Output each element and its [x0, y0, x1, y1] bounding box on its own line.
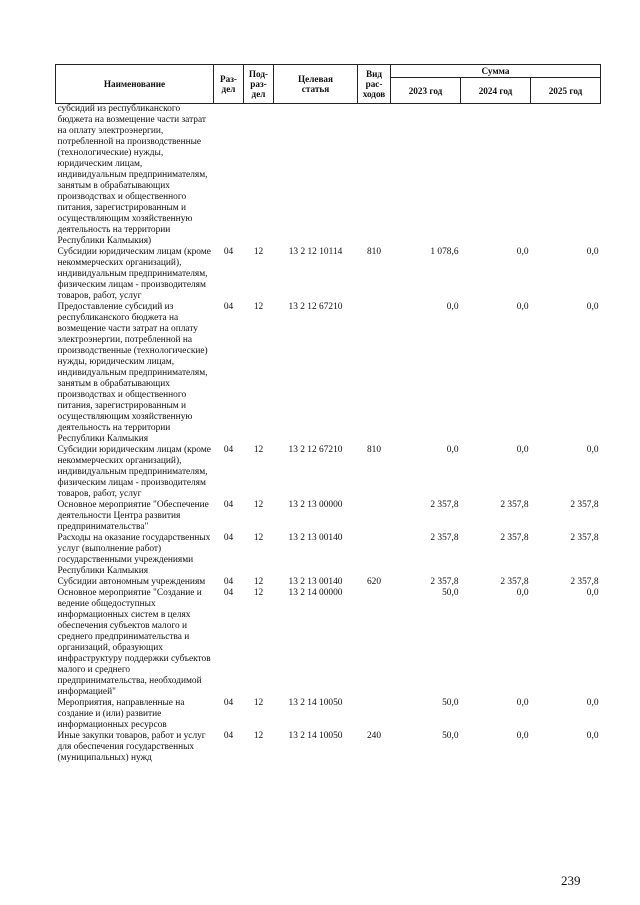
- row-celevaya: [274, 104, 358, 248]
- row-2024: 2 357,8: [500, 533, 529, 543]
- row-2025: 0,0: [586, 731, 599, 741]
- table-row: [56, 588, 601, 698]
- row-name: Мероприятия, направленные на создание и (или) развитие информационных ресурсов: [57, 698, 185, 730]
- row-podrazdel: [244, 104, 274, 248]
- row-razdel: 04: [223, 577, 234, 587]
- row-2024: 0,0: [516, 588, 529, 598]
- row-2023: 2 357,8: [430, 533, 459, 543]
- table-body: [56, 104, 601, 765]
- row-razdel: 04: [223, 731, 234, 741]
- page-number: 239: [561, 873, 581, 888]
- table-row: [56, 698, 601, 731]
- row-vid: 240: [366, 731, 382, 741]
- row-celevaya: 13 2 14 00000: [288, 588, 343, 598]
- row-razdel: 04: [223, 588, 234, 598]
- row-celevaya: 13 2 13 00140: [288, 533, 343, 543]
- header-summa: Сумма: [391, 65, 601, 78]
- header-podrazdel: Под- раз- дел: [244, 65, 274, 104]
- header-razdel: Раз- дел: [214, 65, 244, 104]
- row-razdel: 04: [223, 302, 234, 312]
- header-name: Наименование: [56, 65, 214, 104]
- row-2023: 0,0: [446, 445, 459, 455]
- budget-table: [55, 64, 601, 764]
- row-2024: [461, 104, 531, 248]
- table-row: [56, 104, 601, 248]
- header-2025: 2025 год: [531, 78, 601, 104]
- row-razdel: 04: [223, 533, 234, 543]
- row-2025: 0,0: [586, 247, 599, 257]
- row-razdel: 04: [223, 698, 234, 708]
- table-row: [56, 577, 601, 588]
- row-2023: 50,0: [442, 698, 459, 708]
- row-2023: 1 078,6: [430, 247, 459, 257]
- row-celevaya: 13 2 13 00140: [288, 577, 343, 587]
- row-vid: [358, 104, 391, 248]
- row-name: Предоставление субсидий из республиканского бюджета на возмещение части затрат на оплату электроэнергии, потребленной на производственные (технологические) нужды, юридическим лицам, индивидуальным предпринимателям, занятым в обрабатывающих производствах и общественного питания, зарегистрированным и осуществляющим хозяйственную деятельность на территории Республики Калмыкия: [57, 302, 208, 444]
- header-vid: Вид рас- ходов: [358, 65, 391, 104]
- row-podrazdel: 12: [253, 500, 264, 510]
- row-name: Расходы на оказание государственных услуг (выполнение работ) государственными учреждениями Республики Калмыкия: [57, 533, 211, 576]
- row-2024: 0,0: [516, 302, 529, 312]
- row-2025: [531, 104, 601, 248]
- row-razdel: [214, 104, 244, 248]
- row-2023: 2 357,8: [430, 577, 459, 587]
- row-vid: 810: [366, 445, 382, 455]
- row-vid: [358, 588, 391, 698]
- row-2025: 2 357,8: [570, 533, 599, 543]
- row-2023: 50,0: [442, 731, 459, 741]
- table-row: [56, 500, 601, 533]
- row-vid: [358, 698, 391, 731]
- row-2024: 0,0: [516, 698, 529, 708]
- row-podrazdel: 12: [253, 302, 264, 312]
- row-2025: 0,0: [586, 445, 599, 455]
- row-celevaya: 13 2 12 67210: [288, 445, 343, 455]
- row-celevaya: 13 2 12 10114: [288, 247, 343, 257]
- row-vid: 620: [366, 577, 382, 587]
- row-2024: 0,0: [516, 731, 529, 741]
- row-2025: 0,0: [586, 302, 599, 312]
- header-celevaya: Целевая статья: [274, 65, 358, 104]
- table-row: [56, 247, 601, 302]
- table-row: [56, 533, 601, 577]
- row-2025: 0,0: [586, 588, 599, 598]
- row-celevaya: 13 2 12 67210: [288, 302, 343, 312]
- row-vid: 810: [366, 247, 382, 257]
- table-row: [56, 302, 601, 445]
- row-name: Иные закупки товаров, работ и услуг для обеспечения государственных (муниципальных) нужд: [57, 731, 206, 763]
- row-2023: 0,0: [446, 302, 459, 312]
- row-celevaya: 13 2 14 10050: [288, 698, 343, 708]
- header-2023: 2023 год: [391, 78, 461, 104]
- row-name: Субсидии юридическим лицам (кроме некоммерческих организаций), индивидуальным предпринимателям, физическим лицам - производителям товаров, работ, услуг: [57, 247, 211, 301]
- row-celevaya: 13 2 14 10050: [288, 731, 343, 741]
- row-razdel: 04: [223, 247, 234, 257]
- row-podrazdel: 12: [253, 247, 264, 257]
- row-2023: 50,0: [442, 588, 459, 598]
- row-2024: 2 357,8: [500, 500, 529, 510]
- table-header: [56, 65, 601, 104]
- row-name: Основное мероприятие "Создание и ведение общедоступных информационных систем в целях обеспечения субъектов малого и среднего предпринимательства и организаций, образующих инфраструктуру поддержки субъектов малого и среднего предпринимательства, необходимой информацией": [57, 588, 211, 697]
- row-2025: 2 357,8: [570, 500, 599, 510]
- table-row: [56, 445, 601, 500]
- row-podrazdel: 12: [253, 533, 264, 543]
- row-2025: 0,0: [586, 698, 599, 708]
- row-2023: [391, 104, 461, 248]
- row-vid: [358, 302, 391, 445]
- row-name: субсидий из республиканского бюджета на возмещение части затрат на оплату электроэнергии, потребленной на производственные (технологические) нужды, юридическим лицам, индивидуальным предпринимателям, занятым в обрабатывающих производствах и общественного питания, зарегистрированным и осуществляющим хозяйственную деятельность на территории Республики Калмыкия): [57, 104, 208, 246]
- table-row: [56, 731, 601, 764]
- row-2025: 2 357,8: [570, 577, 599, 587]
- row-podrazdel: 12: [253, 698, 264, 708]
- row-podrazdel: 12: [253, 445, 264, 455]
- row-vid: [358, 500, 391, 533]
- row-celevaya: 13 2 13 00000: [288, 500, 343, 510]
- row-vid: [358, 533, 391, 577]
- row-podrazdel: 12: [253, 577, 264, 587]
- header-2024: 2024 год: [461, 78, 531, 104]
- row-2023: 2 357,8: [430, 500, 459, 510]
- row-2024: 2 357,8: [500, 577, 529, 587]
- row-2024: 0,0: [516, 247, 529, 257]
- row-razdel: 04: [223, 500, 234, 510]
- row-podrazdel: 12: [253, 731, 264, 741]
- row-name: Основное мероприятие "Обеспечение деятельности Центра развития предпринимательства": [57, 500, 209, 532]
- row-2024: 0,0: [516, 445, 529, 455]
- row-podrazdel: 12: [253, 588, 264, 598]
- row-name: Субсидии автономным учреждениям: [57, 577, 206, 587]
- row-razdel: 04: [223, 445, 234, 455]
- row-name: Субсидии юридическим лицам (кроме некоммерческих организаций), индивидуальным предпринимателям, физическим лицам - производителям товаров, работ, услуг: [57, 445, 211, 499]
